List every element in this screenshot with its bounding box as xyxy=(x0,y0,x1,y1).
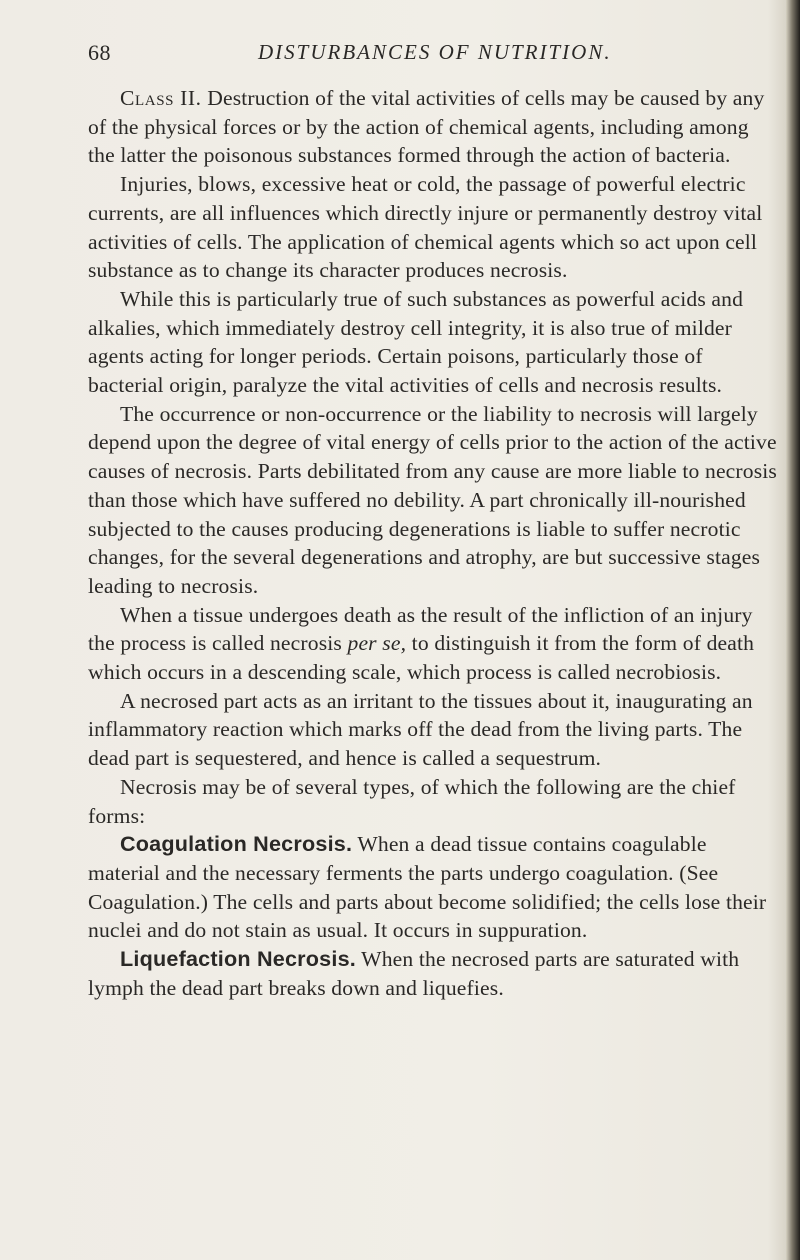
body-text xyxy=(88,84,778,1003)
page-edge-shadow xyxy=(786,0,800,1260)
paragraph-acids: While this is particularly true of such substances as powerful acids and alkalies, which immediately destroy cell integrity, it is also true of milder agents acting for longer periods. Certain poisons, particularly those of bacterial origin, paralyze the vital activities of cells and necrosis results. xyxy=(88,286,744,398)
paragraph-liability: The occurrence or non-occurrence or the liability to necrosis will largely depend upon the degree of vital energy of cells prior to the action of the active causes of necrosis. Parts debilitated from any cause are more liable to necrosis than those which have suffered no debility. A part chronically ill-nourished subjected to the causes producing degenerations is liable to suffer necrotic changes, for the several degenerations and atrophy, are but successive stages leading to necrosis. xyxy=(88,401,777,598)
paragraph-text: When a dead tissue contains coagulable material and the necessary ferments the parts undergo coagulation. (See Coagulation.) The cells and parts about become solidified; the cells lose their nuclei and do not stain as usual. It occurs in suppuration. xyxy=(88,832,767,943)
class-heading: Class II. xyxy=(120,86,202,110)
paragraph-text: When a tissue undergoes death as the result of the infliction of an injury the process is called necrosis xyxy=(88,602,753,656)
term-coagulation-necrosis: Coagulation Necrosis. xyxy=(120,831,353,857)
paragraph-text: When the necrosed parts are saturated with lymph the dead part breaks down and liquefies. xyxy=(88,947,740,1000)
paragraph-text: to distinguish it from the form of death which occurs in a descending scale, which process is called necrobiosis. xyxy=(88,631,755,685)
paragraph-text: Destruction of the vital activities of cells may be caused by any of the physical forces or by the action of chemical agents, including among the latter the poisonous substances formed through the action of bacteria. xyxy=(88,86,765,168)
running-title: DISTURBANCES OF NUTRITION. xyxy=(258,40,612,64)
paragraph-sequestrum: A necrosed part acts as an irritant to the tissues about it, inaugurating an inflammatory reaction which marks off the dead from the living parts. The dead part is sequestered, and hence is called a sequestrum. xyxy=(88,688,753,771)
paragraph-per-se xyxy=(88,601,778,687)
italic-term: per se, xyxy=(347,631,407,656)
page-number: 68 xyxy=(88,40,111,65)
paragraph-injuries: Injuries, blows, excessive heat or cold, the passage of powerful electric currents, are all influences which directly injure or permanently destroy vital activities of cells. The application of chemical agents which so act upon cell substance as to change its character produces necrosis. xyxy=(88,172,763,283)
paragraph-types: Necrosis may be of several types, of which the following are the chief forms: xyxy=(88,774,736,828)
term-liquefaction-necrosis: Liquefaction Necrosis. xyxy=(120,946,356,972)
paragraph-liquefaction xyxy=(88,945,778,1002)
page-header xyxy=(88,40,778,70)
paragraph-class-ii xyxy=(88,84,778,170)
paragraph-coagulation xyxy=(88,830,778,945)
